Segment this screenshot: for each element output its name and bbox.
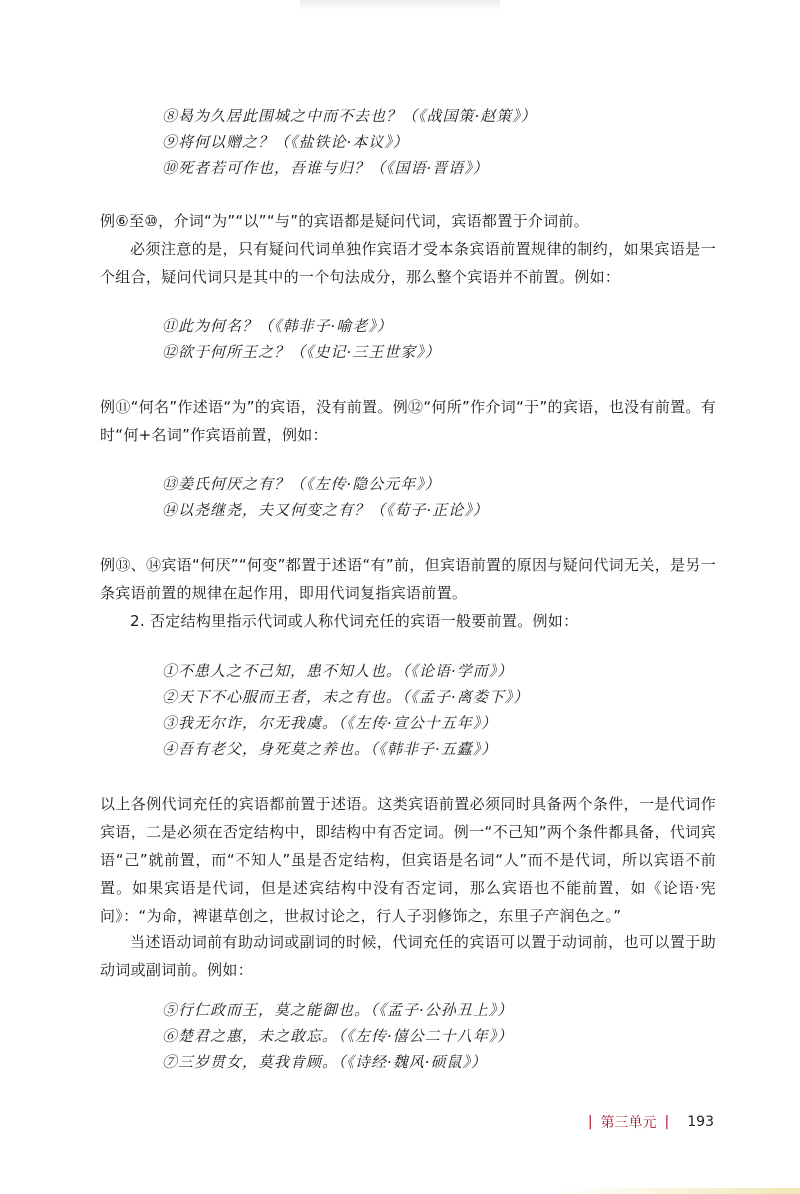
footer-unit-label: 第三单元 (600, 1115, 657, 1131)
example-7: ⑦三岁贯女，莫我肯顾。（《诗经·魏风·硕鼠》） (162, 1053, 488, 1071)
paragraph-2: 必须注意的是，只有疑问代词单独作宾语才受本条宾语前置规律的制约，如果宾语是一个组合，疑问代词只是其中的一个句法成分，那么整个宾语并不前置。例如： (100, 240, 716, 286)
paragraph-7: 当述语动词前有助动词或副词的时候，代词充任的宾语可以置于动词前，也可以置于助动词或副词前。例如： (100, 933, 716, 979)
scan-shadow-bottom (560, 1188, 800, 1194)
examples-group-d (162, 659, 742, 763)
example-12: ⑫欲于何所王之？（《史记·三王世家》） (162, 343, 441, 361)
example-11: ⑪此为何名？（《韩非子·喻老》） (162, 317, 393, 335)
examples-group-c (162, 472, 742, 524)
example-8: ⑧曷为久居此围城之中而不去也？（《战国策·赵策》） (162, 107, 537, 125)
footer-divider-right: | (664, 1114, 670, 1130)
example-1: ①不患人之不己知，患不知人也。（《论语·学而》） (162, 662, 514, 680)
example-5: ⑤行仁政而王，莫之能御也。（《孟子·公孙丑上》） (162, 1001, 514, 1019)
example-14: ⑭以尧继尧，夫又何变之有？（《荀子·正论》） (162, 501, 489, 519)
examples-group-e (162, 998, 742, 1076)
page-footer (588, 1112, 714, 1132)
paragraph-3: 例⑪“何名”作述语“为”的宾语，没有前置。例⑫“何所”作介词“于”的宾语，也没有前置。有时“何+名词”作宾语前置，例如： (100, 398, 716, 444)
example-2: ②天下不心服而王者，未之有也。（《孟子·离娄下》） (162, 688, 530, 706)
example-9: ⑨将何以赠之？（《盐铁论·本议》） (162, 133, 409, 151)
example-4: ④吾有老父，身死莫之养也。（《韩非子·五蠹》） (162, 740, 498, 758)
paragraph-1: 例⑥至⑩，介词“为”“以”“与”的宾语都是疑问代词，宾语都置于介词前。 (100, 212, 590, 230)
scan-shadow-top (300, 0, 500, 10)
page-number: 193 (687, 1114, 714, 1130)
paragraph-6: 以上各例代词充任的宾语都前置于述语。这类宾语前置必须同时具备两个条件，一是代词作宾语，二是必须在否定结构中，即结构中有否定词。例一“不己知”两个条件都具备，代词宾语“己”就前置，而“不知人”虽是否定结构，但宾语是名词“人”而不是代词，所以宾语不前置。如果宾语是代词，但是述宾结构中没有否定词，那么宾语也不能前置，如《论语·宪问》：“为命，裨谌草创之，世叔讨论之，行人子羽修饰之，东里子产润色之。” (100, 795, 716, 925)
example-6: ⑥楚君之惠，未之敢忘。（《左传·僖公二十八年》） (162, 1027, 514, 1045)
examples-group-a (162, 104, 742, 182)
example-10: ⑩死者若可作也，吾谁与归？（《国语·晋语》） (162, 159, 489, 177)
paragraph-5: 2. 否定结构里指示代词或人称代词充任的宾语一般要前置。例如： (130, 612, 579, 630)
footer-divider-left: | (587, 1114, 593, 1130)
example-3: ③我无尔诈，尔无我虞。（《左传·宣公十五年》） (162, 714, 498, 732)
paragraph-4: 例⑬、⑭宾语“何厌”“何变”都置于述语“有”前，但宾语前置的原因与疑问代词无关，是另一条宾语前置的规律在起作用，即用代词复指宾语前置。 (100, 556, 716, 602)
examples-group-b (162, 314, 742, 366)
example-13: ⑬姜氏何厌之有？（《左传·隐公元年》） (162, 475, 441, 493)
